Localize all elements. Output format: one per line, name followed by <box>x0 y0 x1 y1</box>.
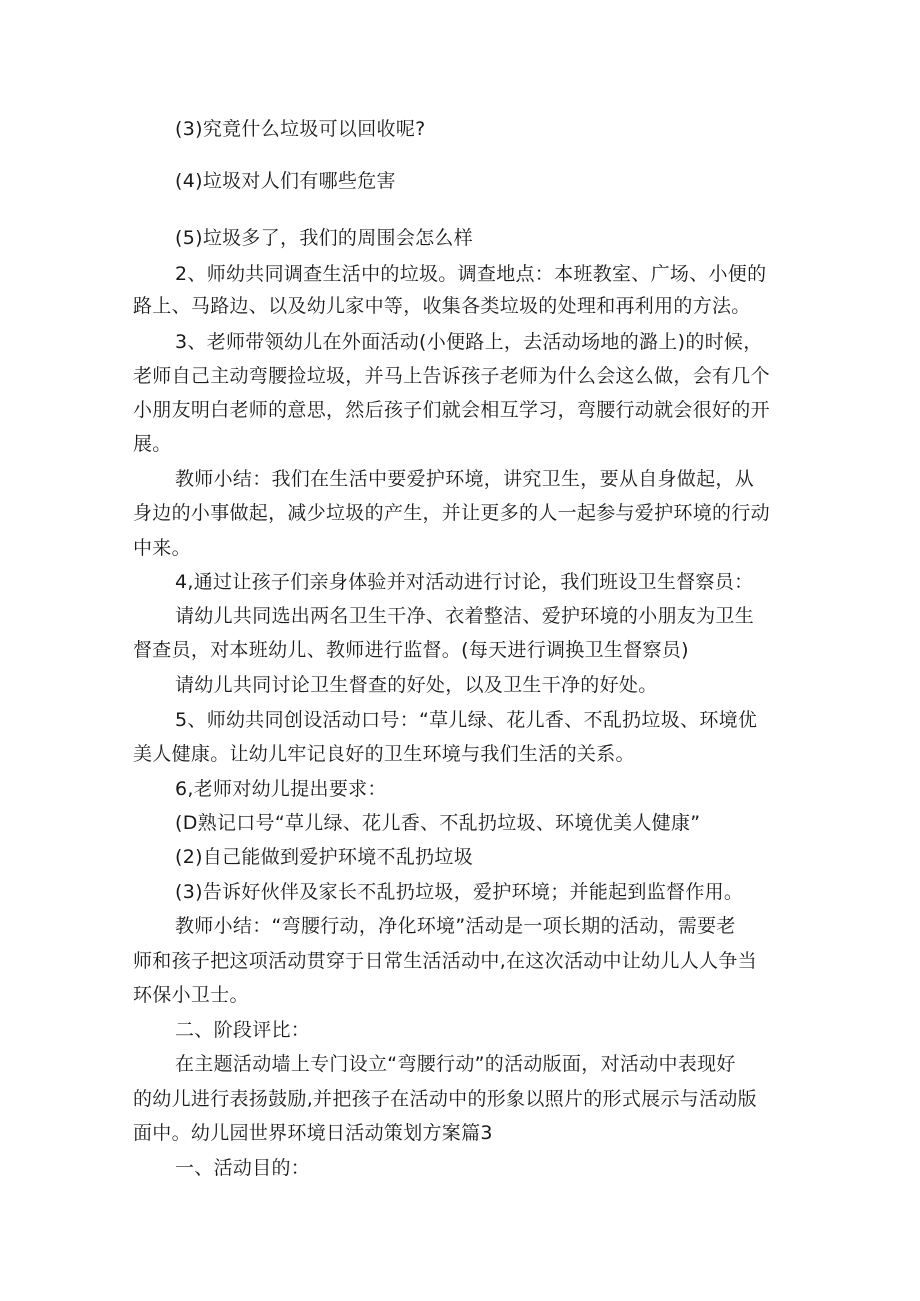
text-line: 请幼儿共同选出两名卫生干净、衣着整洁、爱护环境的小朋友为卫生 <box>175 605 755 627</box>
text-line: 面中。幼儿园世界环境日活动策划方案篇3 <box>133 1122 493 1144</box>
text-line: 美人健康。让幼儿牢记良好的卫生环境与我们生活的关系。 <box>133 743 635 765</box>
text-line: (5)垃圾多了，我们的周围会怎么样 <box>175 227 474 249</box>
text-line: 2、师幼共同调查生活中的垃圾。调查地点：本班教室、广场、小便的 <box>175 263 767 285</box>
text-line: 督查员，对本班幼儿、教师进行监督。(每天进行调换卫生督察员) <box>133 639 689 661</box>
text-line: 环保小卫士。 <box>133 984 249 1006</box>
text-line: (3)究竟什么垃圾可以回收呢? <box>175 118 426 140</box>
text-line: 的幼儿进行表扬鼓励,并把孩子在活动中的形象以照片的形式展示与活动版 <box>133 1088 757 1110</box>
text-line: 请幼儿共同讨论卫生督查的好处，以及卫生干净的好处。 <box>175 674 658 696</box>
text-line: 一、活动目的： <box>175 1157 311 1179</box>
text-line: 5、师幼共同创设活动口号：“草儿绿、花儿香、不乱扔垃圾、环境优 <box>175 709 758 731</box>
text-line: 展。 <box>133 433 172 455</box>
text-line: 师和孩子把这项活动贯穿于日常生活活动中,在这次活动中让幼儿人人争当 <box>133 950 757 972</box>
text-line: 小朋友明白老师的意思，然后孩子们就会相互学习，弯腰行动就会很好的开 <box>133 399 770 421</box>
text-line: 路上、马路边、以及幼儿家中等，收集各类垃圾的处理和再利用的方法。 <box>133 295 751 317</box>
text-line: 6,老师对幼儿提出要求： <box>175 778 387 800</box>
text-line: 教师小结：“弯腰行动，净化环境”活动是一项长期的活动，需要老 <box>175 915 736 937</box>
text-line: (4)垃圾对人们有哪些危害 <box>175 170 396 192</box>
text-line: 中来。 <box>133 537 191 559</box>
text-line: (D熟记口号“草儿绿、花儿香、不乱扔垃圾、环境优美人健康” <box>175 812 701 834</box>
text-line: 在主题活动墙上专门设立“弯腰行动”的活动版面，对活动中表现好 <box>175 1053 736 1075</box>
text-line: 身边的小事做起，减少垃圾的产生，并让更多的人一起参与爱护环境的行动 <box>133 502 770 524</box>
text-line: 老师自己主动弯腰捡垃圾，并马上告诉孩子老师为什么会这么做，会有几个 <box>133 365 770 387</box>
text-line: (2)自己能做到爱护环境不乱扔垃圾 <box>175 846 474 868</box>
text-line: 二、阶段评比： <box>175 1019 311 1041</box>
text-line: 教师小结：我们在生活中要爱护环境，讲究卫生，要从自身做起，从 <box>175 468 755 490</box>
text-line: 4,通过让孩子们亲身体验并对活动进行讨论，我们班设卫生督察员： <box>175 571 754 593</box>
text-line: 3、老师带领幼儿在外面活动(小便路上，去活动场地的潞上)的时候， <box>175 331 763 353</box>
text-line: (3)告诉好伙伴及家长不乱扔垃圾，爱护环境；并能起到监督作用。 <box>175 881 744 903</box>
